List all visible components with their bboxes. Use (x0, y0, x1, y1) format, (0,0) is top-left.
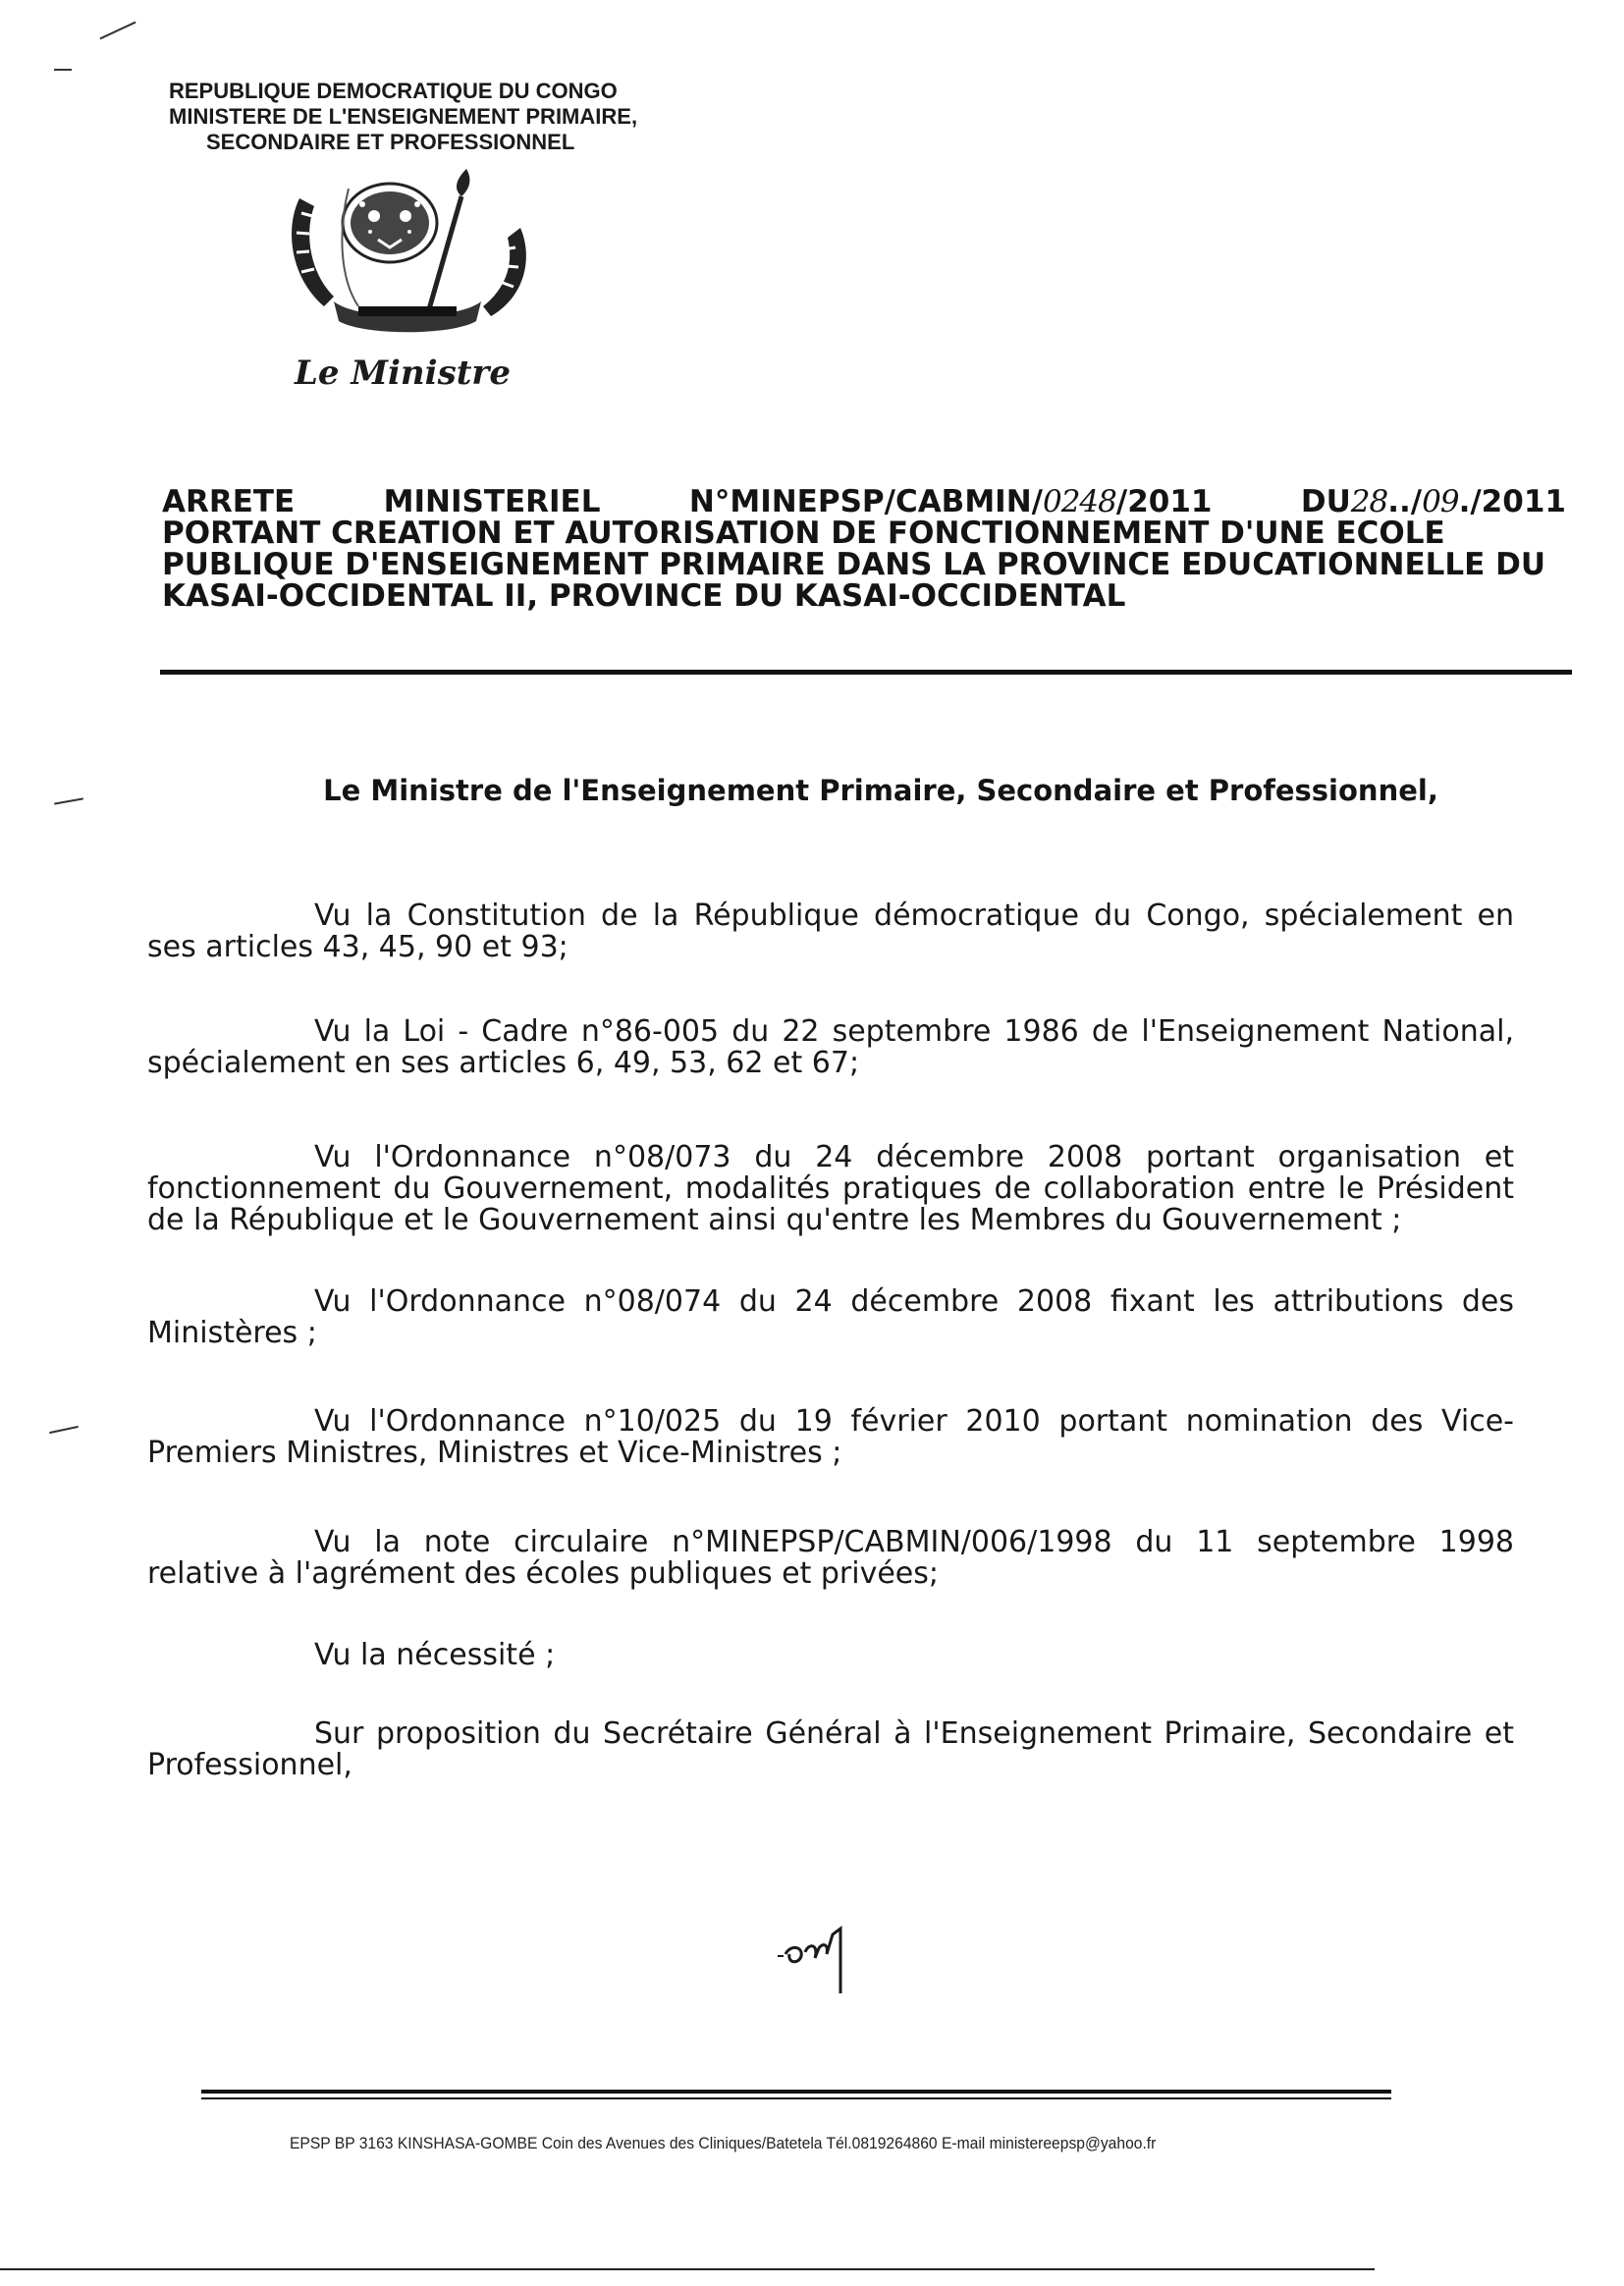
decree-number-year: /2011 (1115, 484, 1213, 519)
decree-number-handwritten: 0248 (1042, 484, 1116, 519)
paragraph-proposition: Sur proposition du Secrétaire Général à l'Enseignement Primaire, Secondaire et Professionnel, (147, 1716, 1514, 1782)
paragraph-ordonnance-10-025: Vu l'Ordonnance n°10/025 du 19 février 2010 portant nomination des Vice-Premiers Ministres, Ministres et Vice-Ministres ; (147, 1404, 1514, 1470)
decree-title (162, 486, 1566, 612)
decree-word-arrete: ARRETE (162, 484, 296, 519)
decree-number (689, 486, 1213, 517)
decree-title-line3: PUBLIQUE D'ENSEIGNEMENT PRIMAIRE DANS LA PROVINCE EDUCATIONNELLE DU (162, 547, 1546, 582)
decree-title-line2: PORTANT CREATION ET AUTORISATION DE FONCTIONNEMENT D'UNE ECOLE (162, 516, 1445, 551)
decree-date: DU28../09./2011 (1300, 484, 1566, 519)
footer-rule-thin (201, 2097, 1391, 2099)
scan-mark (54, 69, 72, 71)
paragraph-ordonnance-08-073: Vu l'Ordonnance n°08/073 du 24 décembre 2008 portant organisation et fonctionnement du Gouvernement, modalités pratiques de collaboration entre le Président de la République et le Gouvernement ainsi qu'entre les Membres du Gouvernement ; (147, 1140, 1514, 1237)
letterhead (169, 79, 637, 155)
decree-date-year: /2011 (1470, 484, 1566, 519)
minister-heading: Le Ministre de l'Enseignement Primaire, Secondaire et Professionnel, (323, 774, 1438, 807)
title-underline (160, 670, 1572, 675)
paragraph-note-circulaire: Vu la note circulaire n°MINEPSP/CABMIN/006/1998 du 11 septembre 1998 relative à l'agrément des écoles publiques et privées; (147, 1525, 1514, 1591)
decree-date-prefix: DU (1300, 484, 1351, 519)
decree-number-prefix: N°MINEPSP/CABMIN/ (688, 484, 1043, 519)
paragraph-ordonnance-08-074: Vu l'Ordonnance n°08/074 du 24 décembre 2008 fixant les attributions des Ministères ; (147, 1284, 1514, 1350)
paragraph-loi-cadre: Vu la Loi - Cadre n°86-005 du 22 septembre 1986 de l'Enseignement National, spécialement en ses articles 6, 49, 53, 62 et 67; (147, 1014, 1514, 1080)
letterhead-ministry: MINISTERE DE L'ENSEIGNEMENT PRIMAIRE, (169, 104, 638, 129)
scan-mark (99, 22, 135, 40)
decree-date-day: 28 (1350, 484, 1388, 519)
paragraph-necessite: Vu la nécessité ; (314, 1638, 556, 1672)
decree-title-line1 (162, 486, 1566, 517)
scan-mark (49, 1426, 79, 1434)
handwritten-initials (776, 1925, 874, 2003)
minister-signature-line: Le Ministre (295, 354, 511, 393)
decree-date-month: 09 (1422, 484, 1459, 519)
decree-title-line4: KASAI-OCCIDENTAL II, PROVINCE DU KASAI-OCCIDENTAL (162, 578, 1126, 614)
footer-contact: EPSP BP 3163 KINSHASA-GOMBE Coin des Avenues des Cliniques/Batetela Tél.0819264860 E-mail ministereepsp@yahoo.fr (290, 2134, 1157, 2152)
letterhead-ministry-cont: SECONDAIRE ET PROFESSIONNEL (206, 130, 575, 154)
footer-rule (201, 2090, 1391, 2094)
paragraph-constitution: Vu la Constitution de la République démocratique du Congo, spécialement en ses articles 43, 45, 90 et 93; (147, 898, 1514, 964)
letterhead-country: REPUBLIQUE DEMOCRATIQUE DU CONGO (169, 79, 618, 103)
coat-of-arms-emblem (280, 169, 535, 351)
decree-word-ministeriel: MINISTERIEL (383, 484, 601, 519)
page-bottom-rule (0, 2268, 1375, 2270)
